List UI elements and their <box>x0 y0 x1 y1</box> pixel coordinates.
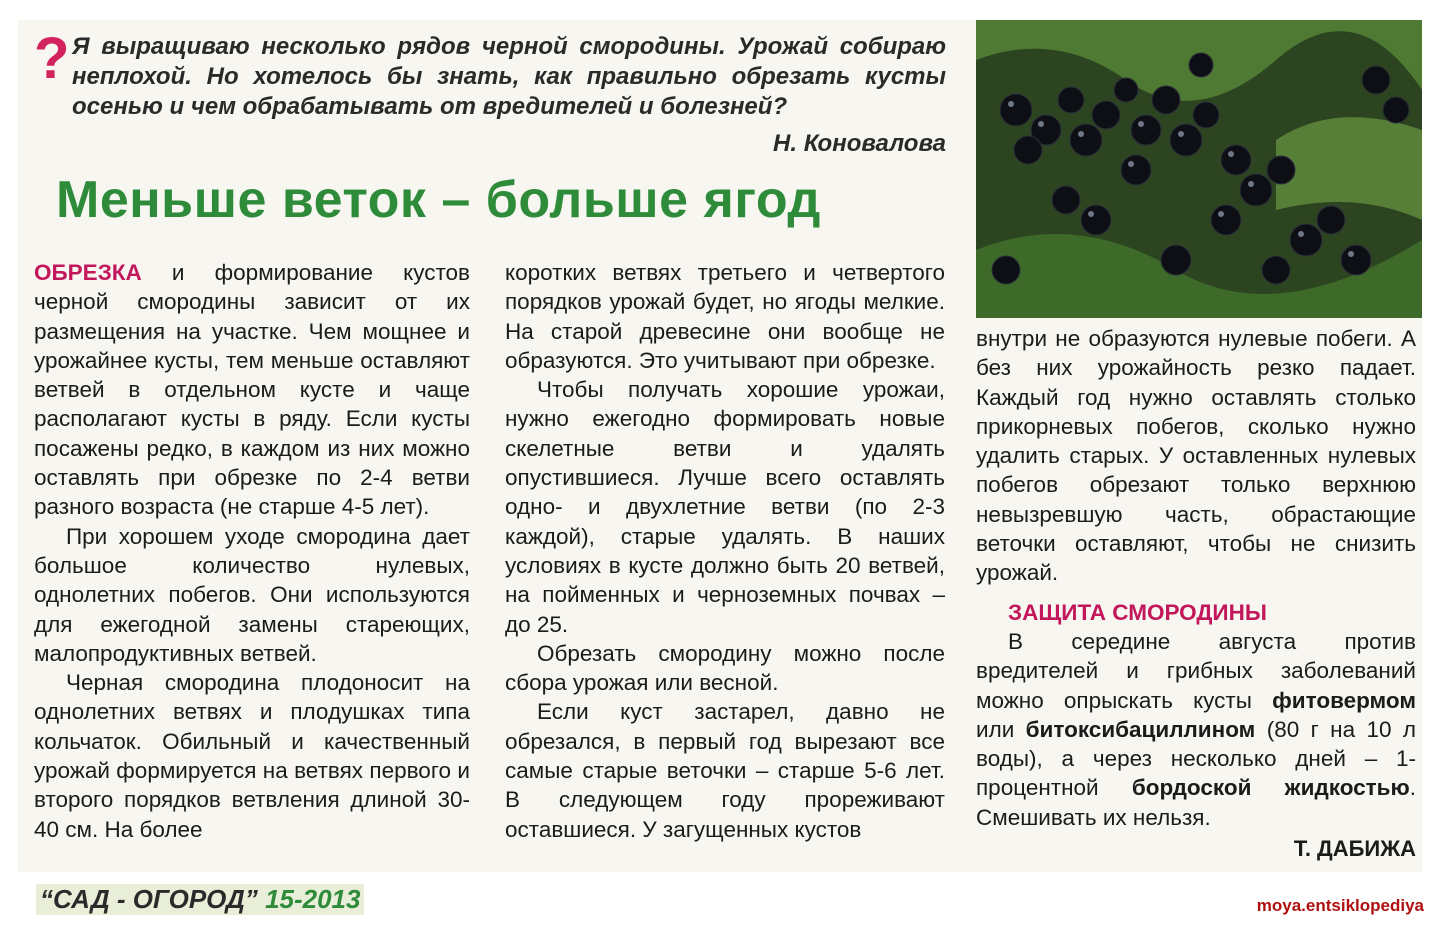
paragraph: коротких ветвях третьего и четвертого порядков урожай будет, но ягоды мелкие. На старой древесине они вообще не образуются. Это учитывают при обрезке. <box>505 260 945 373</box>
question-author: Н. Коновалова <box>773 130 946 157</box>
author-signature: Т. ДАБИЖА <box>1293 836 1416 861</box>
column-1 <box>34 258 470 844</box>
paragraph: и формирование кустов черной смородины зависит от их размещения на участке. Чем мощнее и урожайнее кусты, тем меньше оставляют ветвей в отдельном кусте и чаще располагают кусты в ряду. Если кусты посажены редко, в каждом из них можно оставлять при обрезке по 2-4 ветви разного возраста (не старше 4-5 лет). <box>34 260 470 520</box>
magazine-source <box>36 884 364 915</box>
paragraph: При хорошем уходе смородина дает большое количество нулевых, однолетних побегов. Они используются для ежегодной замены стареющих, малопродуктивных ветвей. <box>34 523 470 666</box>
column-3 <box>976 324 1416 832</box>
magazine-name: “САД - ОГОРОД” <box>40 884 258 914</box>
berries-image <box>976 20 1422 318</box>
paragraph: Если куст застарел, давно не обрезался, в первый год вырезают все самые старые веточки – старше 5-6 лет. В следующем году прореживают оставшиеся. У загущенных кустов <box>505 699 945 842</box>
paragraph: Обрезать смородину можно после сбора урожая или весной. <box>505 640 945 696</box>
paragraph: Черная смородина плодоносит на однолетних ветвях и плодушках типа кольчаток. Обильный и качественный урожай формируется на ветвях первого и второго порядков ветвления длиной 30-40 см. На более <box>34 670 470 842</box>
section-subhead: ЗАЩИТА СМОРОДИНЫ <box>1008 599 1267 625</box>
paragraph: В середине августа против вредителей и грибных заболеваний можно опрыскать кусты фитовермом или битоксибациллином (80 г на 10 л воды), а через несколько дней – 1-процентной бордоской жидкостью. Смешивать их нельзя. <box>976 628 1416 830</box>
question-mark-icon: ? <box>34 26 70 91</box>
reader-question <box>34 26 946 157</box>
issue-number: 15-2013 <box>265 884 361 914</box>
paragraph: Чтобы получать хорошие урожаи, нужно ежегодно формировать новые скелетные ветви и удалять опустившиеся. Лучше всего оставлять одно- и двухлетние ветви (по 2-3 каждой), старые удалять. В наших условиях в кусте должно быть 20 ветвей, на пойменных и черноземных почвах – до 25. <box>505 377 945 637</box>
currant-photo <box>976 20 1422 318</box>
paragraph: внутри не образуются нулевые побеги. А без них урожайность резко падает. Каждый год нужно оставлять столько прикорневых побегов, сколько нужно удалить старых. У оставленных нулевых побегов обрезают только верхнюю невызревшую часть, обрастающие веточки оставляют, чтобы не снизить урожай. <box>976 326 1416 586</box>
site-watermark: moya.entsiklopediya <box>1256 896 1424 915</box>
article-page <box>18 20 1422 872</box>
question-text: Я выращиваю несколько рядов черной смородины. Урожай собираю неплохой. Но хотелось бы знать, как правильно обрезать кусты осенью и чем обрабатывать от вредителей и болезней? <box>72 33 946 120</box>
column-2 <box>505 258 945 844</box>
article-title: Меньше веток – больше ягод <box>56 171 821 229</box>
lead-word: ОБРЕЗКА <box>34 260 142 285</box>
